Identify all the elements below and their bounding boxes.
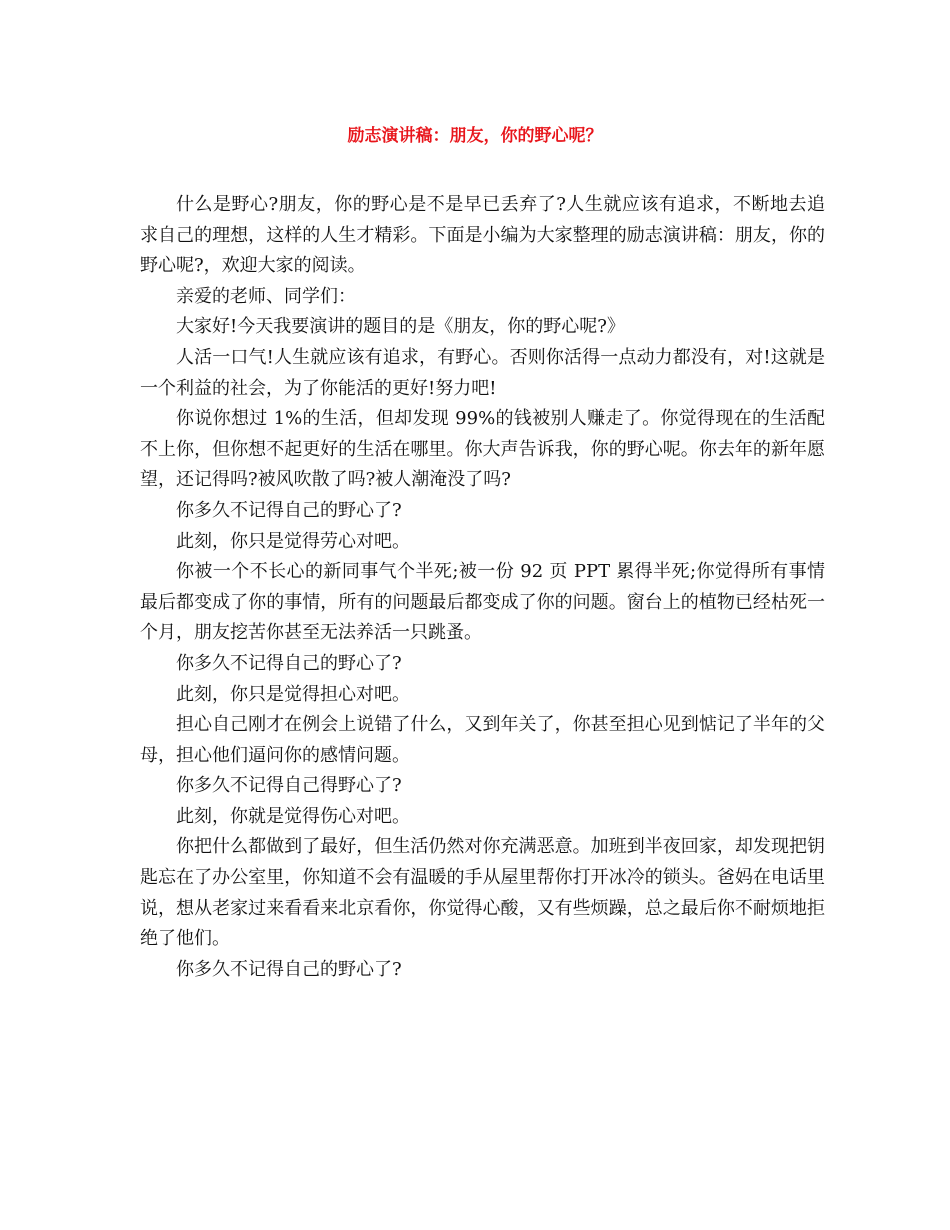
paragraph: 什么是野心?朋友，你的野心是不是早已丢弃了?人生就应该有追求，不断地去追求自己的理想，这样的人生才精彩。下面是小编为大家整理的励志演讲稿：朋友，你的野心呢?，欢迎大家的阅读。: [140, 194, 825, 277]
document-body: [140, 190, 825, 985]
paragraph: 亲爱的老师、同学们：: [176, 285, 356, 307]
paragraph: 你说你想过 1%的生活，但却发现 99%的钱被别人赚走了。你觉得现在的生活配不上你，但你想不起更好的生活在哪里。你大声告诉我，你的野心呢。你去年的新年愿望，还记得吗?被风吹散了吗?被人潮淹没了吗?: [140, 408, 825, 491]
document-title: 励志演讲稿：朋友，你的野心呢？: [347, 126, 603, 146]
paragraph: 此刻，你只是觉得劳心对吧。: [176, 530, 410, 552]
paragraph: 你把什么都做到了最好，但生活仍然对你充满恶意。加班到半夜回家，却发现把钥匙忘在了办公室里，你知道不会有温暖的手从屋里帮你打开冰冷的锁头。爸妈在电话里说，想从老家过来看看来北京看你，你觉得心酸，又有些烦躁，总之最后你不耐烦地拒绝了他们。: [140, 836, 825, 950]
paragraph: 你多久不记得自己的野心了?: [176, 652, 402, 674]
paragraph: 你多久不记得自己的野心了?: [176, 499, 402, 521]
paragraph: 你被一个不长心的新同事气个半死;被一份 92 页 PPT 累得半死;你觉得所有事情最后都变成了你的事情，所有的问题最后都变成了你的问题。窗台上的植物已经枯死一个月，朋友挖苦你甚至无法养活一只跳蚤。: [140, 561, 825, 644]
paragraph: 人活一口气!人生就应该有追求，有野心。否则你活得一点动力都没有，对!这就是一个利益的社会，为了你能活的更好!努力吧!: [140, 346, 825, 399]
paragraph: 大家好!今天我要演讲的题目的是《朋友，你的野心呢?》: [176, 316, 625, 338]
paragraph: 你多久不记得自己得野心了?: [176, 775, 402, 797]
paragraph: 此刻，你就是觉得伤心对吧。: [176, 805, 410, 827]
paragraph: 此刻，你只是觉得担心对吧。: [176, 683, 410, 705]
paragraph: 你多久不记得自己的野心了?: [176, 958, 402, 980]
paragraph: 担心自己刚才在例会上说错了什么，又到年关了，你甚至担心见到惦记了半年的父母，担心他们逼问你的感情问题。: [140, 714, 825, 766]
